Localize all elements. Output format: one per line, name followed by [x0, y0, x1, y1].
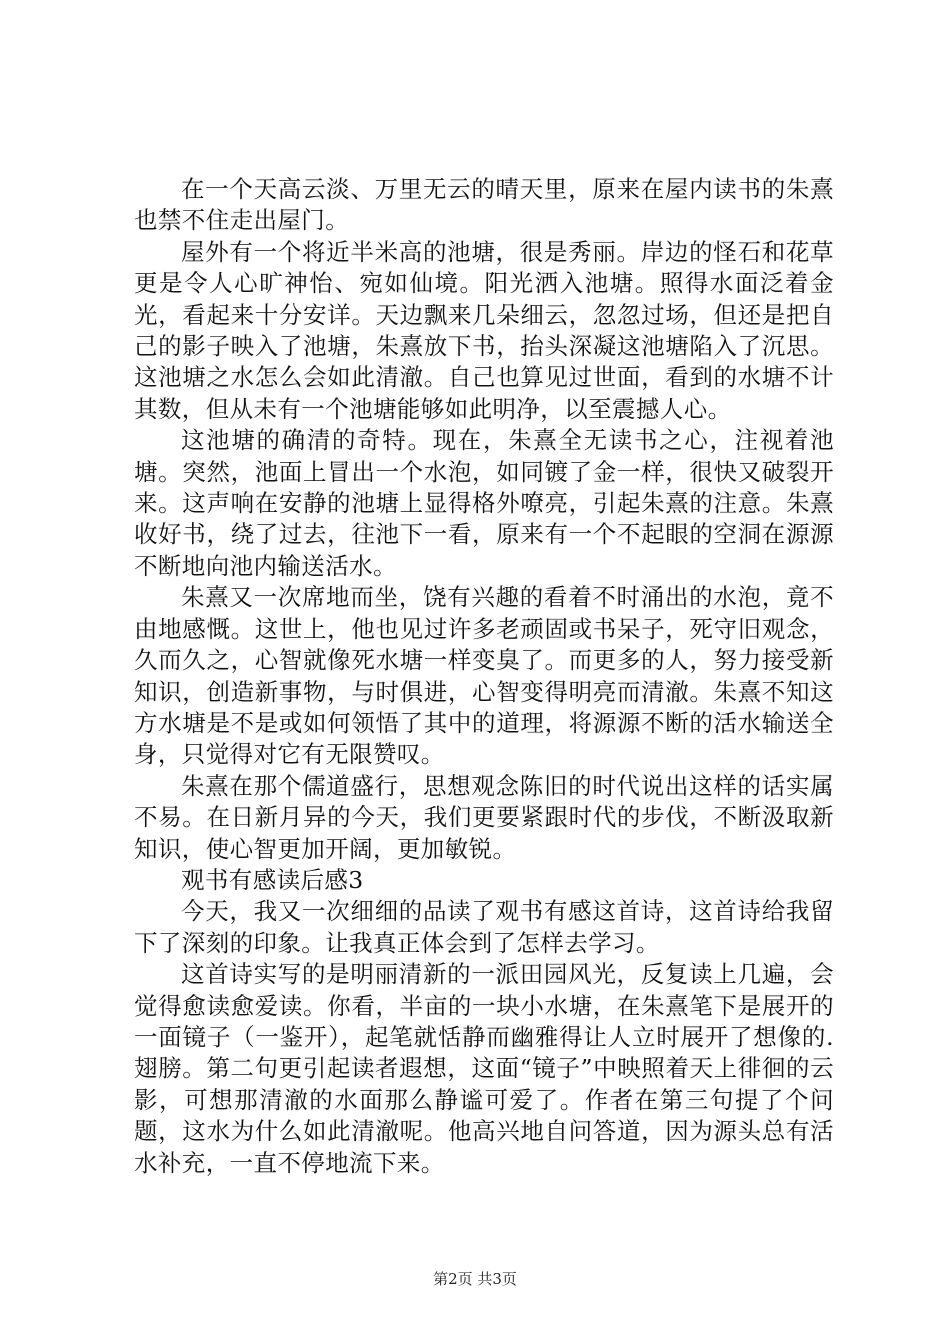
paragraph-7: 这首诗实写的是明丽清新的一派田园风光，反复读上几遍，会觉得愈读愈爱读。你看，半亩的一块小水塘，在朱熹笔下是展开的一面镜子（一鉴开），起笔就恬静而幽雅得让人立时展开了想像的.翅膀。第二句更引起读者遐想，这面“镜子”中映照着天上徘徊的云影，可想那清澈的水面那么静谧可爱了。作者在第三句提了个问题，这水为什么如此清澈呢。他高兴地自问答道，因为源头总有活水补充，一直不停地流下来。 [134, 960, 834, 1177]
section-heading: 观书有感读后感3 [181, 865, 364, 894]
paragraph-3: 这池塘的确清的奇特。现在，朱熹全无读书之心，注视着池塘。突然，池面上冒出一个水泡，如同镀了金一样，很快又破裂开来。这声响在安静的池塘上显得格外嘹亮，引起朱熹的注意。朱熹收好书，绕了过去，往池下一看，原来有一个不起眼的空洞在源源不断地向池内输送活水。 [134, 426, 834, 580]
paragraph-6: 今天，我又一次细细的品读了观书有感这首诗，这首诗给我留下了深刻的印象。让我真正体会到了怎样去学习。 [134, 897, 834, 957]
paragraph-2: 屋外有一个将近半米高的池塘，很是秀丽。岸边的怪石和花草更是令人心旷神怡、宛如仙境。阳光洒入池塘。照得水面泛着金光，看起来十分安详。天边飘来几朵细云，忽忽过场，但还是把自己的影子映入了池塘，朱熹放下书，抬头深凝这池塘陷入了沉思。这池塘之水怎么会如此清澈。自己也算见过世面，看到的水塘不计其数，但从未有一个池塘能够如此明净，以至震撼人心。 [134, 237, 834, 423]
paragraph-4: 朱熹又一次席地而坐，饶有兴趣的看着不时涌出的水泡，竟不由地感慨。这世上，他也见过许多老顽固或书呆子，死守旧观念，久而久之，心智就像死水塘一样变臭了。而更多的人，努力接受新知识，创造新事物，与时俱进，心智变得明亮而清澈。朱熹不知这方水塘是不是或如何领悟了其中的道理，将源源不断的活水输送全身，只觉得对它有无限赞叹。 [134, 583, 834, 769]
paragraph-1: 在一个天高云淡、万里无云的晴天里，原来在屋内读书的朱熹也禁不住走出屋门。 [134, 175, 834, 235]
paragraph-5: 朱熹在那个儒道盛行，思想观念陈旧的时代说出这样的话实属不易。在日新月异的今天，我们更要紧跟时代的步伐，不断汲取新知识，使心智更加开阔，更加敏锐。 [134, 771, 834, 863]
page-number-footer: 第2页 共3页 [433, 1270, 517, 1288]
document-body [134, 174, 834, 1179]
